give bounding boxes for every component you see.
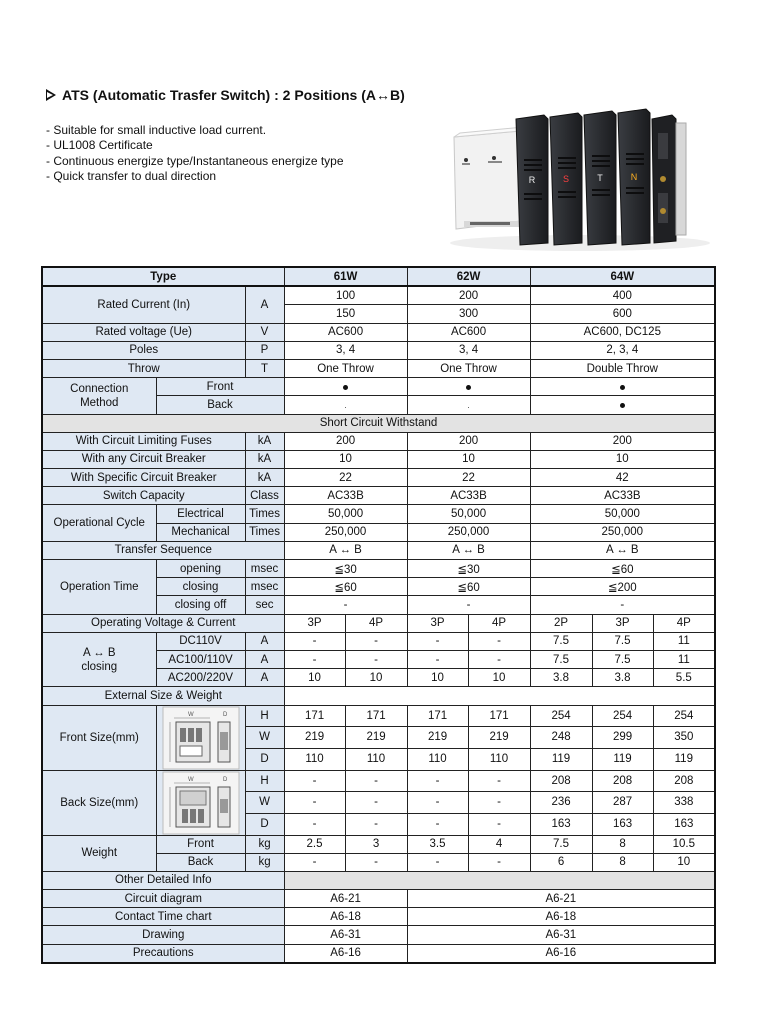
value-cell: 208 xyxy=(653,770,715,792)
value-cell: - xyxy=(345,813,407,835)
sub-label: opening xyxy=(156,560,245,578)
value-cell: 250,000 xyxy=(284,523,407,541)
row-label: Weight xyxy=(42,835,156,871)
dimension-drawing-icon xyxy=(162,771,240,835)
dim-label: H xyxy=(245,770,284,792)
value-cell: - xyxy=(284,813,345,835)
value-cell: AC33B xyxy=(284,487,407,505)
value-cell: - xyxy=(468,813,530,835)
value-cell: 287 xyxy=(592,792,653,814)
value-cell: 254 xyxy=(530,705,592,727)
value-cell: 10 xyxy=(284,669,345,687)
empty-cell xyxy=(284,871,715,889)
value-cell: 50,000 xyxy=(530,505,715,523)
value-cell: 250,000 xyxy=(530,523,715,541)
value-cell: 300 xyxy=(407,305,530,323)
row-label: Precautions xyxy=(42,944,284,963)
unit-cell: Times xyxy=(245,505,284,523)
value-cell: ≦30 xyxy=(284,560,407,578)
value-cell xyxy=(407,396,530,414)
product-photo xyxy=(440,103,712,255)
value-cell: 10 xyxy=(407,669,468,687)
row-label: Operation Time xyxy=(42,560,156,615)
header-type: Type xyxy=(42,267,284,286)
value-cell: ≦60 xyxy=(530,560,715,578)
dim-label: H xyxy=(245,705,284,727)
row-label: With Specific Circuit Breaker xyxy=(42,469,245,487)
row-label: Contact Time chart xyxy=(42,908,284,926)
value-cell: 10 xyxy=(407,450,530,468)
value-cell: 219 xyxy=(284,727,345,749)
terminal-label: R xyxy=(528,175,536,185)
value-cell: 163 xyxy=(530,813,592,835)
filled-dot-icon xyxy=(343,385,348,390)
front-size-drawing xyxy=(156,705,245,770)
value-cell: AC600 xyxy=(407,323,530,341)
value-cell: 250,000 xyxy=(407,523,530,541)
value-cell: 110 xyxy=(407,748,468,770)
value-cell: 3, 4 xyxy=(284,341,407,359)
value-cell xyxy=(407,378,530,396)
value-cell: 10 xyxy=(345,669,407,687)
value-cell: 171 xyxy=(284,705,345,727)
value-cell: ≦60 xyxy=(284,578,407,596)
unit-cell: kA xyxy=(245,469,284,487)
reference-cell: A6-16 xyxy=(284,944,407,963)
value-cell: 10 xyxy=(530,450,715,468)
sub-label: Front xyxy=(156,835,245,853)
value-cell: 7.5 xyxy=(530,650,592,668)
value-cell: 200 xyxy=(407,432,530,450)
value-cell: One Throw xyxy=(407,359,530,377)
feature-item: - Suitable for small inductive load current. xyxy=(46,123,267,137)
reference-cell: A6-31 xyxy=(284,926,407,944)
value-cell xyxy=(284,378,407,396)
sub-label: DC110V xyxy=(156,632,245,650)
header-model: 62W xyxy=(407,267,530,286)
value-cell: 219 xyxy=(468,727,530,749)
back-size-drawing xyxy=(156,770,245,835)
feature-item: - Continuous energize type/Instantaneous energize type xyxy=(46,153,344,168)
value-cell: 11 xyxy=(653,632,715,650)
value-cell: 236 xyxy=(530,792,592,814)
row-label: A ↔ B closing xyxy=(42,632,156,687)
value-cell: 119 xyxy=(530,748,592,770)
value-cell: AC33B xyxy=(530,487,715,505)
value-cell: 7.5 xyxy=(592,650,653,668)
row-label: Back Size(mm) xyxy=(42,770,156,835)
reference-cell: A6-18 xyxy=(407,908,715,926)
value-cell: 119 xyxy=(592,748,653,770)
value-cell: A ↔ B xyxy=(284,541,407,559)
section-header: Other Detailed Info xyxy=(42,871,284,889)
row-label: Drawing xyxy=(42,926,284,944)
reference-cell: A6-16 xyxy=(407,944,715,963)
row-label: Operating Voltage & Current xyxy=(42,614,284,632)
value-cell: - xyxy=(284,596,407,614)
value-cell: 3.8 xyxy=(592,669,653,687)
value-cell: - xyxy=(407,792,468,814)
row-label: Front Size(mm) xyxy=(42,705,156,770)
unit-cell: A xyxy=(245,632,284,650)
value-cell: - xyxy=(284,792,345,814)
value-cell: 600 xyxy=(530,305,715,323)
row-label: Poles xyxy=(42,341,245,359)
terminal-label: S xyxy=(562,174,570,184)
title-text: ATS (Automatic Trasfer Switch) : 2 Positions (A↔B) xyxy=(62,87,405,103)
pole-cell: 2P xyxy=(530,614,592,632)
unit-cell: A xyxy=(245,286,284,323)
sub-label: closing xyxy=(156,578,245,596)
pole-cell: 4P xyxy=(345,614,407,632)
svg-text:W: W xyxy=(187,711,194,718)
sub-label: AC200/220V xyxy=(156,669,245,687)
value-cell: 22 xyxy=(407,469,530,487)
sub-label: Front xyxy=(156,378,284,396)
value-cell: 350 xyxy=(653,727,715,749)
filled-dot-icon xyxy=(620,385,625,390)
unit-cell: kA xyxy=(245,450,284,468)
value-cell: - xyxy=(407,596,530,614)
unit-cell: kA xyxy=(245,432,284,450)
value-cell: 248 xyxy=(530,727,592,749)
value-cell: 22 xyxy=(284,469,407,487)
pole-cell: 4P xyxy=(468,614,530,632)
value-cell: 3.5 xyxy=(407,835,468,853)
value-cell: - xyxy=(284,853,345,871)
value-cell: 100 xyxy=(284,286,407,305)
value-cell: 6 xyxy=(530,853,592,871)
value-cell: A ↔ B xyxy=(407,541,530,559)
value-cell: 171 xyxy=(345,705,407,727)
value-cell: - xyxy=(468,770,530,792)
sub-label: AC100/110V xyxy=(156,650,245,668)
value-cell: 5.5 xyxy=(653,669,715,687)
value-cell: - xyxy=(530,596,715,614)
value-cell: - xyxy=(407,813,468,835)
value-cell: Double Throw xyxy=(530,359,715,377)
value-cell: - xyxy=(345,650,407,668)
value-cell: A ↔ B xyxy=(530,541,715,559)
reference-cell: A6-21 xyxy=(407,890,715,908)
value-cell: 10.5 xyxy=(653,835,715,853)
sub-label: Mechanical xyxy=(156,523,245,541)
sub-label: Electrical xyxy=(156,505,245,523)
unit-cell: P xyxy=(245,341,284,359)
value-cell: 200 xyxy=(284,432,407,450)
value-cell: - xyxy=(407,650,468,668)
value-cell: 119 xyxy=(653,748,715,770)
unit-cell: kg xyxy=(245,853,284,871)
row-label: With any Circuit Breaker xyxy=(42,450,245,468)
header-model: 64W xyxy=(530,267,715,286)
row-label: Throw xyxy=(42,359,245,377)
value-cell: - xyxy=(407,632,468,650)
terminal-label: N xyxy=(630,172,638,182)
pole-cell: 3P xyxy=(284,614,345,632)
terminal-label: T xyxy=(597,173,603,183)
value-cell: 338 xyxy=(653,792,715,814)
value-cell: ≦60 xyxy=(407,578,530,596)
reference-cell: A6-31 xyxy=(407,926,715,944)
value-cell: - xyxy=(345,853,407,871)
value-cell: One Throw xyxy=(284,359,407,377)
value-cell: - xyxy=(468,650,530,668)
value-cell: 110 xyxy=(468,748,530,770)
value-cell: 3, 4 xyxy=(407,341,530,359)
value-cell: 3 xyxy=(345,835,407,853)
row-label: Connection Method xyxy=(42,378,156,414)
reference-cell: A6-21 xyxy=(284,890,407,908)
reference-cell: A6-18 xyxy=(284,908,407,926)
page-title xyxy=(46,87,405,103)
value-cell: - xyxy=(345,792,407,814)
value-cell: - xyxy=(345,770,407,792)
value-cell: 254 xyxy=(653,705,715,727)
svg-text:D: D xyxy=(222,776,227,783)
feature-list xyxy=(46,123,344,184)
svg-text:D: D xyxy=(222,711,227,718)
value-cell: 8 xyxy=(592,853,653,871)
value-cell: 254 xyxy=(592,705,653,727)
value-cell: 3.8 xyxy=(530,669,592,687)
filled-dot-icon xyxy=(620,403,625,408)
small-dot-icon xyxy=(468,407,469,408)
value-cell: 10 xyxy=(653,853,715,871)
svg-text:W: W xyxy=(187,776,194,783)
value-cell: - xyxy=(407,853,468,871)
value-cell: - xyxy=(345,632,407,650)
unit-cell: Class xyxy=(245,487,284,505)
small-dot-icon xyxy=(345,407,346,408)
section-header: Short Circuit Withstand xyxy=(42,414,715,432)
value-cell: 2, 3, 4 xyxy=(530,341,715,359)
row-label: Transfer Sequence xyxy=(42,541,284,559)
pole-cell: 4P xyxy=(653,614,715,632)
section-header: External Size & Weight xyxy=(42,687,284,705)
value-cell: 7.5 xyxy=(530,835,592,853)
dim-label: W xyxy=(245,727,284,749)
value-cell: 2.5 xyxy=(284,835,345,853)
value-cell: ≦30 xyxy=(407,560,530,578)
dim-label: D xyxy=(245,748,284,770)
value-cell: 400 xyxy=(530,286,715,305)
filled-dot-icon xyxy=(466,385,471,390)
value-cell: 299 xyxy=(592,727,653,749)
value-cell: - xyxy=(468,853,530,871)
feature-item: - Quick transfer to dual direction xyxy=(46,168,217,183)
unit-cell: A xyxy=(245,669,284,687)
header-model: 61W xyxy=(284,267,407,286)
row-label: With Circuit Limiting Fuses xyxy=(42,432,245,450)
unit-cell: A xyxy=(245,650,284,668)
value-cell: 200 xyxy=(530,432,715,450)
value-cell: 200 xyxy=(407,286,530,305)
pole-cell: 3P xyxy=(592,614,653,632)
unit-cell: sec xyxy=(245,596,284,614)
dimension-drawing-icon xyxy=(162,706,240,770)
value-cell: 50,000 xyxy=(284,505,407,523)
value-cell: 163 xyxy=(653,813,715,835)
value-cell: 50,000 xyxy=(407,505,530,523)
value-cell: 8 xyxy=(592,835,653,853)
pole-cell: 3P xyxy=(407,614,468,632)
unit-cell: msec xyxy=(245,578,284,596)
value-cell: 150 xyxy=(284,305,407,323)
row-label: Switch Capacity xyxy=(42,487,245,505)
value-cell: 11 xyxy=(653,650,715,668)
value-cell: - xyxy=(284,770,345,792)
value-cell xyxy=(284,396,407,414)
value-cell: 7.5 xyxy=(592,632,653,650)
value-cell: - xyxy=(284,650,345,668)
triangle-bullet-icon xyxy=(46,89,56,101)
value-cell: AC600 xyxy=(284,323,407,341)
sub-label: Back xyxy=(156,853,245,871)
value-cell: 171 xyxy=(468,705,530,727)
dim-label: W xyxy=(245,792,284,814)
value-cell: 10 xyxy=(284,450,407,468)
row-label: Rated Current (In) xyxy=(42,286,245,323)
unit-cell: V xyxy=(245,323,284,341)
row-label: Circuit diagram xyxy=(42,890,284,908)
value-cell: 10 xyxy=(468,669,530,687)
row-label: Operational Cycle xyxy=(42,505,156,541)
empty-cell xyxy=(284,687,715,705)
sub-label: closing off xyxy=(156,596,245,614)
value-cell: 208 xyxy=(530,770,592,792)
sub-label: Back xyxy=(156,396,284,414)
row-label: Rated voltage (Ue) xyxy=(42,323,245,341)
value-cell: AC33B xyxy=(407,487,530,505)
value-cell: 208 xyxy=(592,770,653,792)
value-cell: - xyxy=(284,632,345,650)
value-cell: 163 xyxy=(592,813,653,835)
value-cell: 7.5 xyxy=(530,632,592,650)
value-cell: AC600, DC125 xyxy=(530,323,715,341)
value-cell xyxy=(530,378,715,396)
dim-label: D xyxy=(245,813,284,835)
value-cell: 219 xyxy=(407,727,468,749)
value-cell: 4 xyxy=(468,835,530,853)
value-cell: ≦200 xyxy=(530,578,715,596)
value-cell: 42 xyxy=(530,469,715,487)
spec-table xyxy=(41,266,716,964)
value-cell: - xyxy=(407,770,468,792)
value-cell: 219 xyxy=(345,727,407,749)
value-cell: - xyxy=(468,632,530,650)
value-cell: 171 xyxy=(407,705,468,727)
unit-cell: msec xyxy=(245,560,284,578)
value-cell xyxy=(530,396,715,414)
unit-cell: T xyxy=(245,359,284,377)
unit-cell: Times xyxy=(245,523,284,541)
value-cell: 110 xyxy=(345,748,407,770)
value-cell: - xyxy=(468,792,530,814)
feature-item: - UL1008 Certificate xyxy=(46,138,153,153)
unit-cell: kg xyxy=(245,835,284,853)
value-cell: 110 xyxy=(284,748,345,770)
